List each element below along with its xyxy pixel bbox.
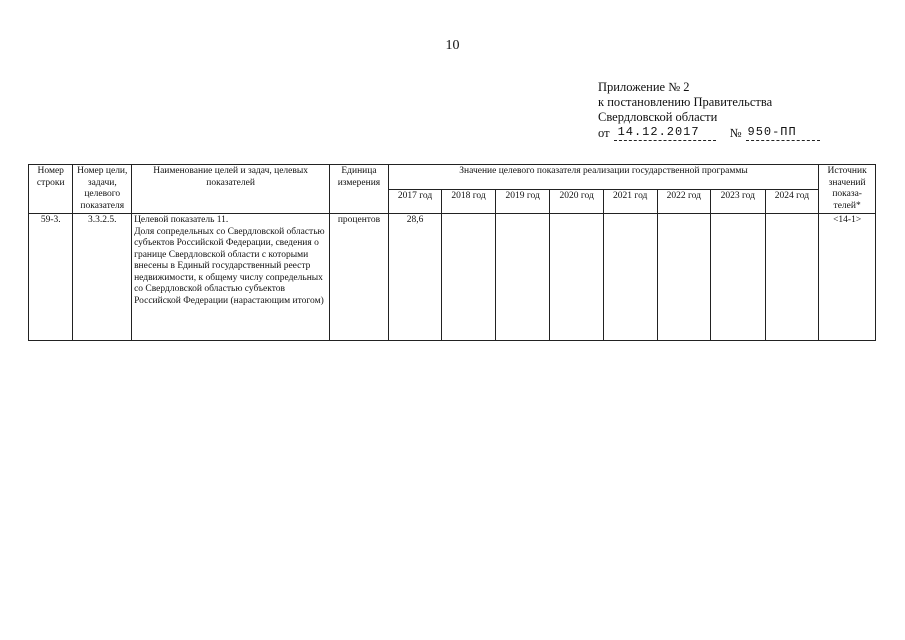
header-year: 2022 год: [657, 189, 711, 214]
indicator-description: Доля сопредельных со Свердловской областью субъектов Российской Федерации, сведения о границе Свердловской области с которыми внесены в Единый государственный реестр недвижимости, к общему числу сопредельных со Свердловской областью субъектов Российской Федерации (нарастающим итогом): [134, 226, 325, 306]
cell-name: [132, 214, 330, 341]
header-goal-number: Номер цели, задачи, целевого показателя: [73, 165, 132, 214]
header-year: 2018 год: [442, 189, 496, 214]
appendix-date-line: [598, 125, 820, 141]
indicator-title: Целевой показатель 11.: [134, 215, 229, 225]
header-year: 2023 год: [711, 189, 766, 214]
header-values-group: Значение целевого показателя реализации государственной программы: [388, 165, 819, 190]
indicator-table: [28, 164, 876, 341]
header-year: 2017 год: [388, 189, 442, 214]
cell-value: [442, 214, 496, 341]
page-number: 10: [445, 38, 460, 53]
number-prefix: №: [729, 126, 742, 140]
appendix-region: Свердловской области: [598, 110, 718, 124]
resolution-number: 950-ПП: [746, 125, 820, 141]
cell-goal-number: 3.3.2.5.: [73, 214, 132, 341]
resolution-date: 14.12.2017: [614, 125, 716, 141]
header-unit: Единица измерения: [330, 165, 389, 214]
cell-value: [711, 214, 766, 341]
header-source: Источник значений показа-телей*: [819, 165, 876, 214]
appendix-title: Приложение № 2: [598, 80, 690, 94]
cell-value: [657, 214, 711, 341]
header-year: 2021 год: [603, 189, 657, 214]
cell-source: <14-1>: [819, 214, 876, 341]
header-name: Наименование целей и задач, целевых показателей: [132, 165, 330, 214]
cell-value: [550, 214, 604, 341]
date-prefix: от: [598, 126, 610, 140]
appendix-resolution: к постановлению Правительства: [598, 95, 773, 109]
header-row-number: Номер строки: [29, 165, 73, 214]
header-year: 2020 год: [550, 189, 604, 214]
table-row: [29, 214, 876, 341]
header-year: 2019 год: [495, 189, 550, 214]
cell-row-number: 59-3.: [29, 214, 73, 341]
cell-value: [603, 214, 657, 341]
appendix-header: [598, 80, 820, 141]
cell-unit: процентов: [330, 214, 389, 341]
cell-value: 28,6: [388, 214, 442, 341]
header-year: 2024 год: [765, 189, 819, 214]
cell-value: [495, 214, 550, 341]
cell-value: [765, 214, 819, 341]
